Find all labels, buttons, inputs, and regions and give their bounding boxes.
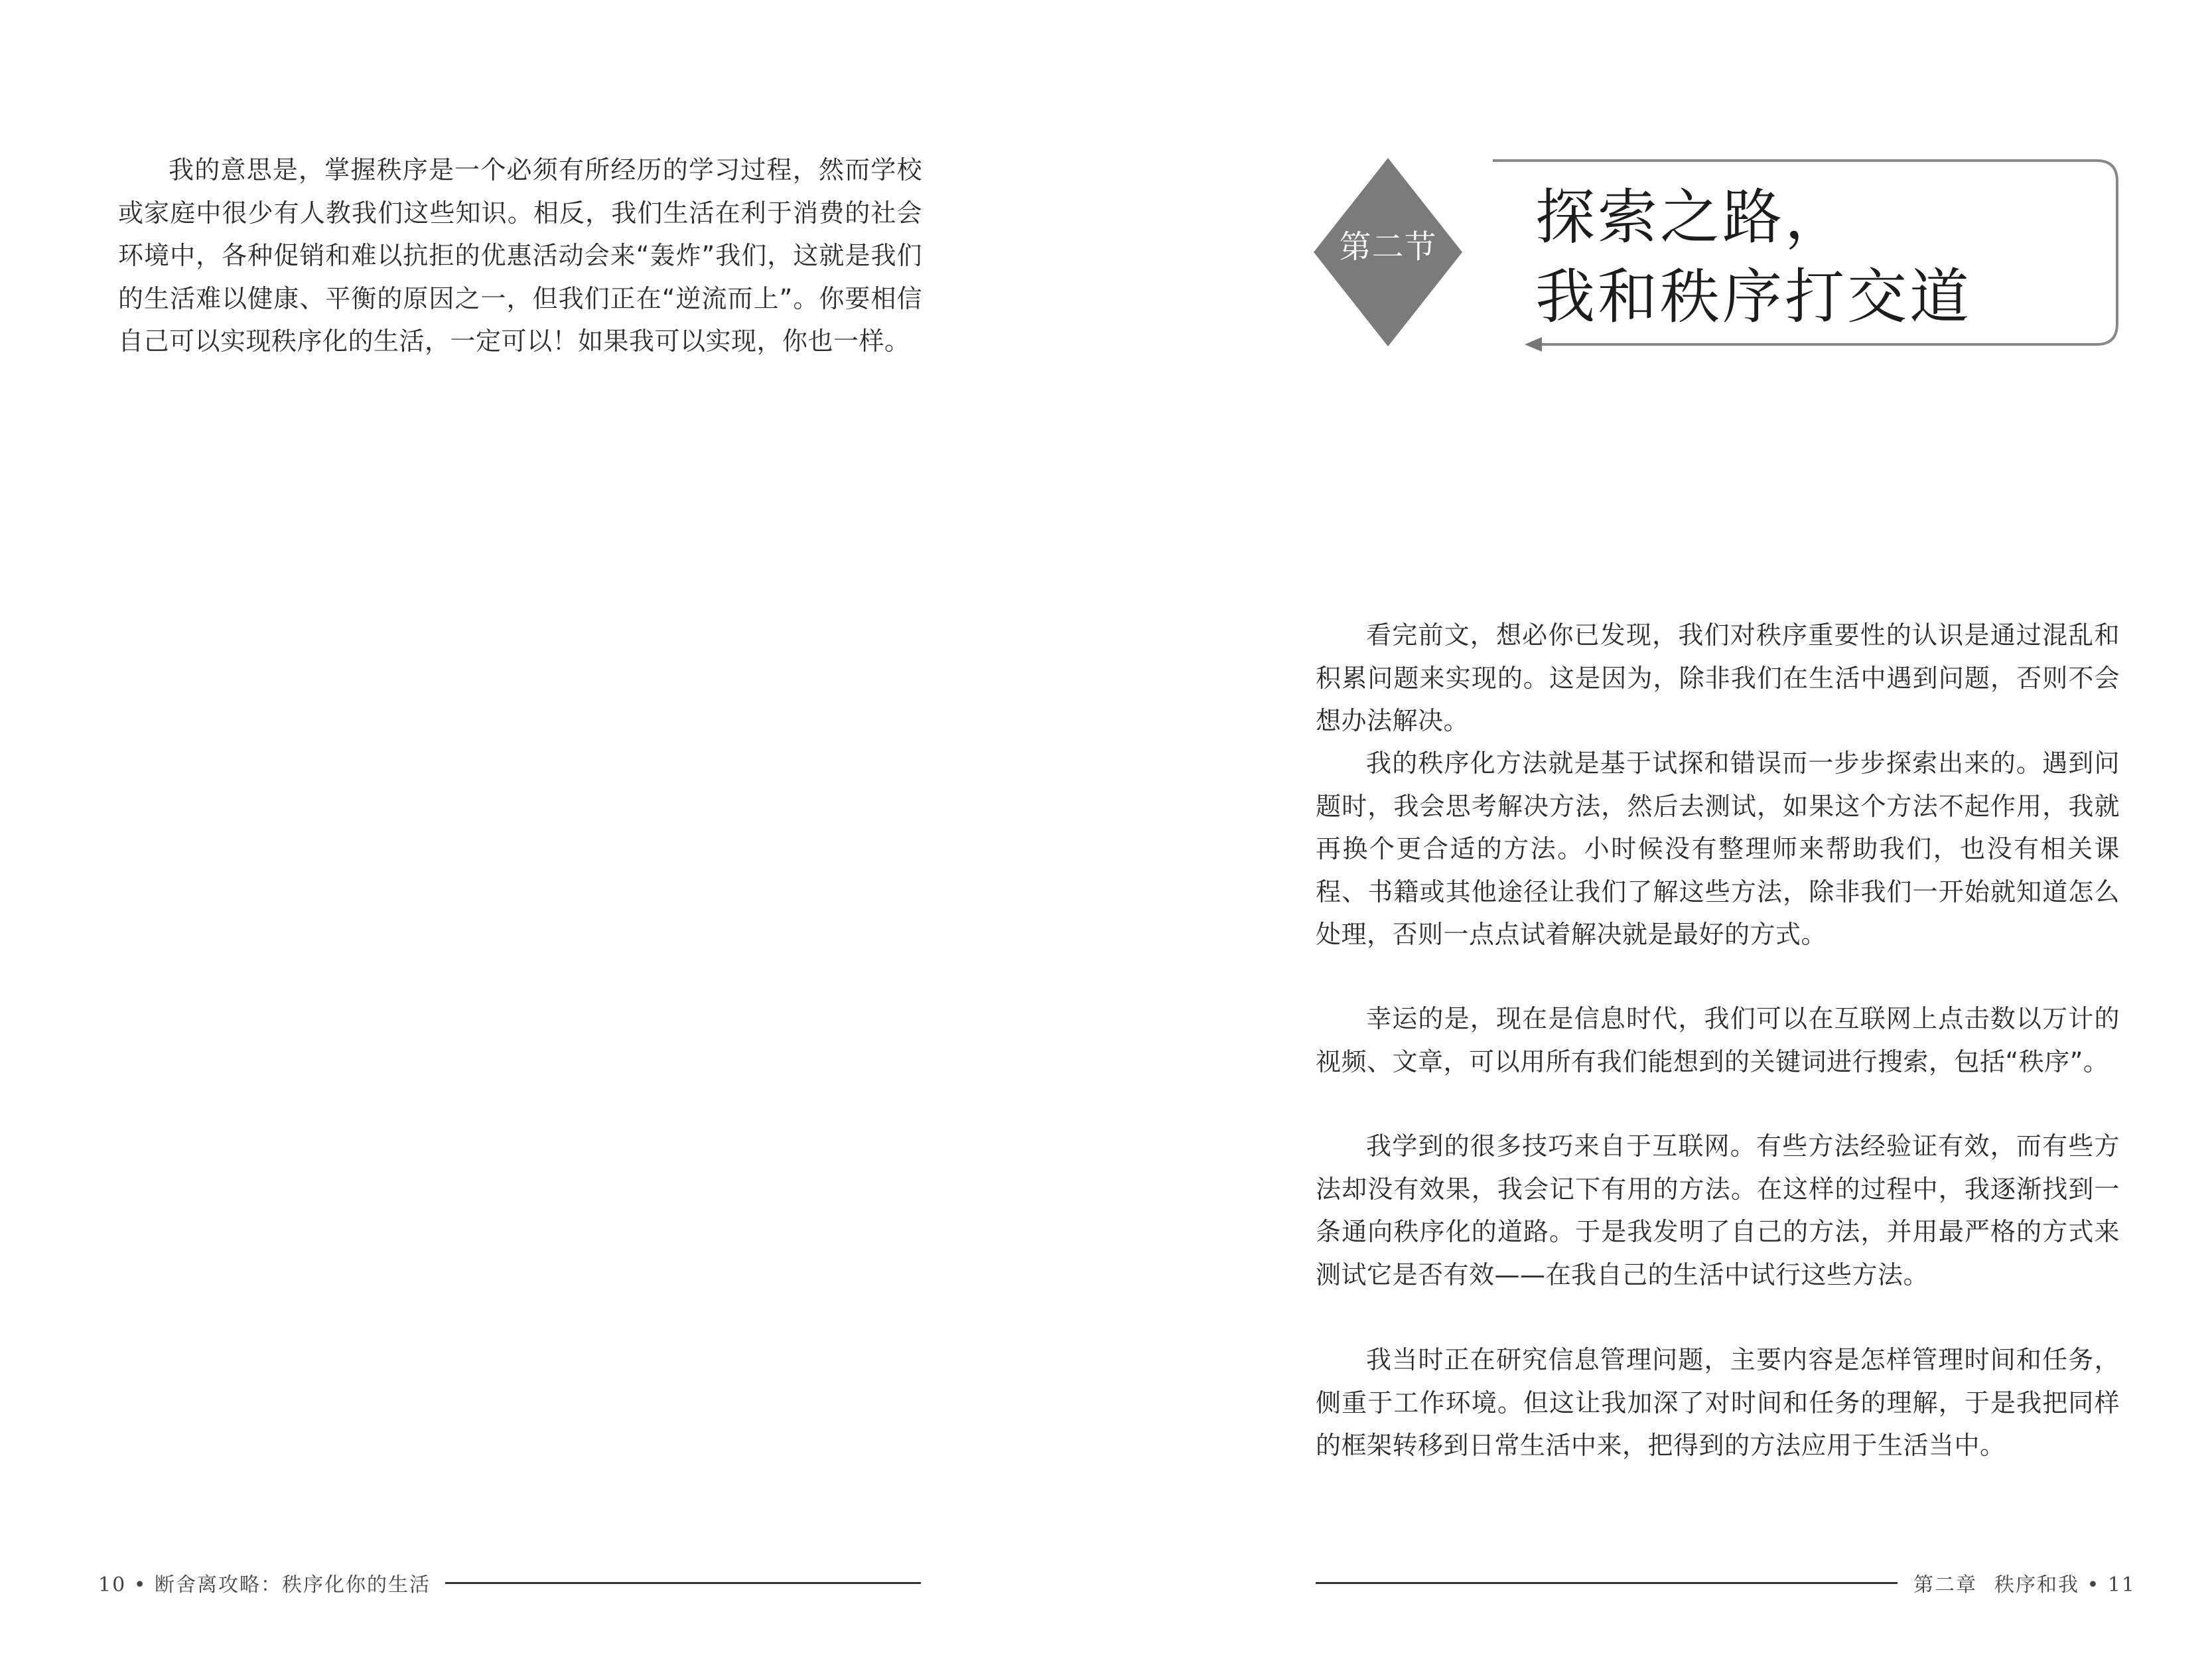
right-paragraph-4: 我学到的很多技巧来自于互联网。有些方法经验证有效，而有些方法却没有效果，我会记下有用的方法。在这样的过程中，我逐渐找到一条通向秩序化的道路。于是我发明了自己的方法，并用最严格的方式来测试它是否有效——在我自己的生活中试行这些方法。 [1316, 1131, 2120, 1289]
section-heading [1314, 158, 2120, 350]
section-label: 第二节 [1339, 228, 1437, 265]
right-paragraph-3: 幸运的是，现在是信息时代，我们可以在互联网上点击数以万计的视频、文章，可以用所有我们能想到的关键词进行搜索，包括“秩序”。 [1316, 1004, 2120, 1076]
right-paragraph-5: 我当时正在研究信息管理问题，主要内容是怎样管理时间和任务，侧重于工作环境。但这让我加深了对时间和任务的理解，于是我把同样的框架转移到日常生活中来，把得到的方法应用于生活当中。 [1316, 1345, 2120, 1460]
left-page-footer [98, 1567, 921, 1598]
right-running-footer [1913, 1568, 2136, 1597]
footer-chapter-label: 第二章 [1913, 1573, 1978, 1597]
left-running-footer: 10 • 断舍离攻略：秩序化你的生活 [98, 1573, 431, 1597]
arrow-head-icon [1525, 337, 1542, 352]
right-page-footer [1316, 1567, 2136, 1598]
footer-chapter-title: 秩序和我 • 11 [1994, 1573, 2136, 1597]
right-paragraph-2: 我的秩序化方法就是基于试探和错误而一步步探索出来的。遇到问题时，我会思考解决方法，然后去测试，如果这个方法不起作用，我就再换个更合适的方法。小时候没有整理师来帮助我们，也没有相关课程、书籍或其他途径让我们了解这些方法，除非我们一开始就知道怎么处理，否则一点点试着解决就是最好的方式。 [1316, 749, 2120, 949]
section-title-line-2: 我和秩序打交道 [1535, 262, 1972, 332]
right-footer-rule [1316, 1582, 1898, 1584]
left-footer-rule [445, 1582, 921, 1584]
right-paragraph-1: 看完前文，想必你已发现，我们对秩序重要性的认识是通过混乱和积累问题来实现的。这是因为，除非我们在生活中遇到问题，否则不会想办法解决。 [1316, 620, 2120, 735]
section-title [1535, 178, 2106, 337]
section-title-line-1: 探索之路， [1535, 182, 1847, 252]
left-page-paragraph: 我的意思是，掌握秩序是一个必须有所经历的学习过程，然而学校或家庭中很少有人教我们这些知识。相反，我们生活在利于消费的社会环境中，各种促销和难以抗拒的优惠活动会来“轰炸”我们，这就是我们的生活难以健康、平衡的原因之一，但我们正在“逆流而上”。你要相信自己可以实现秩序化的生活，一定可以！如果我可以实现，你也一样。 [118, 155, 922, 356]
